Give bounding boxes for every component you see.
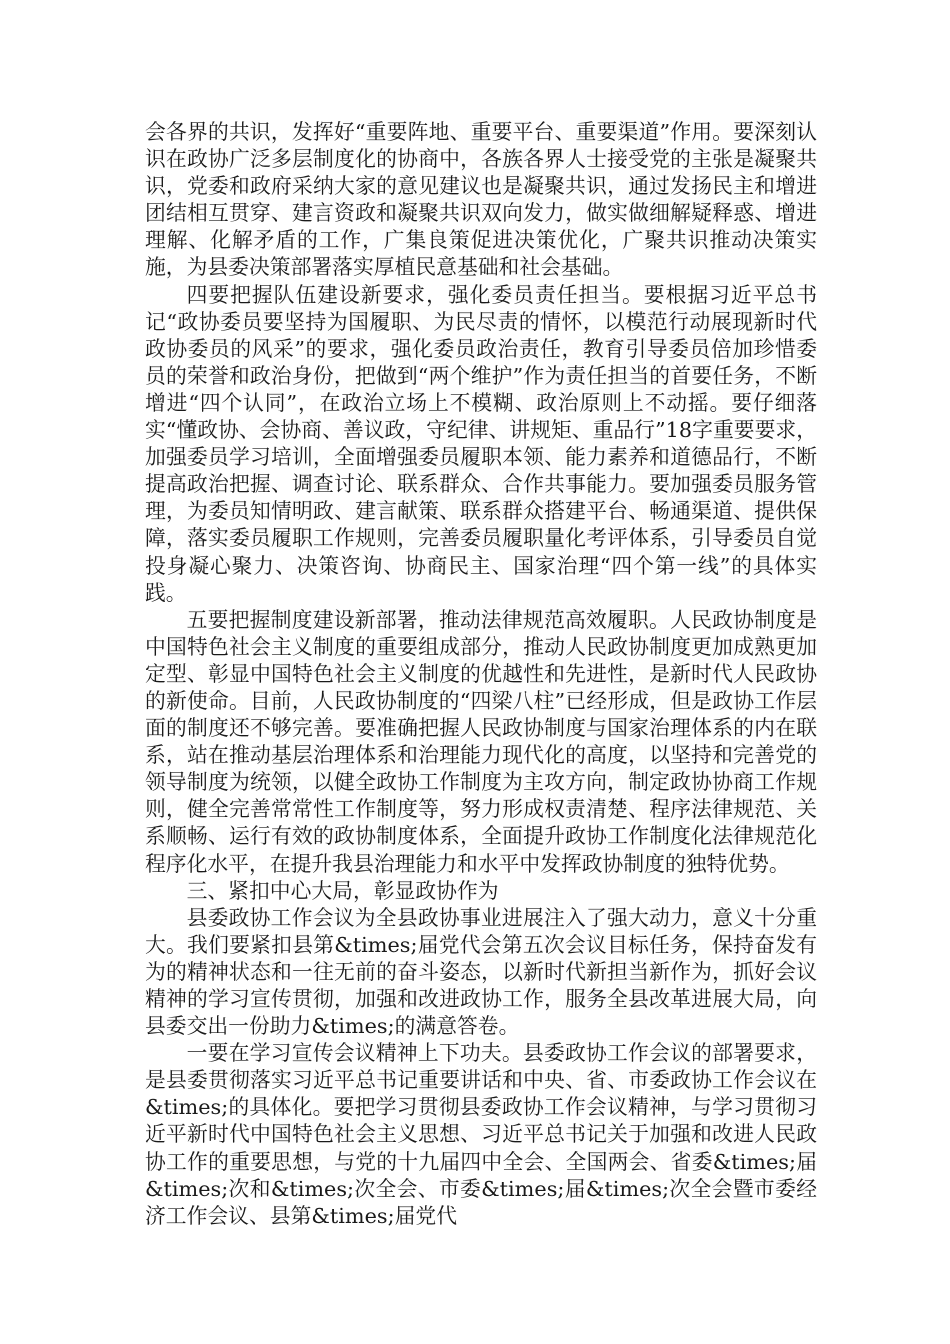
document-body [145,119,817,1230]
paragraph-4: 县委政协工作会议为全县政协事业进展注入了强大动力，意义十分重大。我们要紧扣县第&times;届党代会第五次会议目标任务，保持奋发有为的精神状态和一往无前的奋斗姿态，以新时代新担当新作为，抓好会议精神的学习宣传贯彻，加强和改进政协工作，服务全县改革进展大局，向县委交出一份助力&times;的满意答卷。 [145,905,817,1039]
paragraph-5: 一要在学习宣传会议精神上下功夫。县委政协工作会议的部署要求，是县委贯彻落实习近平总书记重要讲话和中央、省、市委政协工作会议在&times;的具体化。要把学习贯彻县委政协工作会议精神，与学习贯彻习近平新时代中国特色社会主义思想、习近平总书记关于加强和改进人民政协工作的重要思想，与党的十九届四中全会、全国两会、省委&times;届&times;次和&times;次全会、市委&times;届&times;次全会暨市委经济工作会议、县第&times;届党代 [145,1041,817,1228]
section-heading: 三、紧扣中心大局，彰显政协作为 [186,878,499,903]
paragraph-1: 会各界的共识，发挥好“重要阵地、重要平台、重要渠道”作用。要深刻认识在政协广泛多层制度化的协商中，各族各界人士接受党的主张是凝聚共识，党委和政府采纳大家的意见建议也是凝聚共识，通过发扬民主和增进团结相互贯穿、建言资政和凝聚共识双向发力，做实做细解疑释惑、增进理解、化解矛盾的工作，广集良策促进决策优化，广聚共识推动决策实施，为县委决策部署落实厚植民意基础和社会基础。 [145,120,817,280]
paragraph-2: 四要把握队伍建设新要求，强化委员责任担当。要根据习近平总书记“政协委员要坚持为国履职、为民尽责的情怀，以模范行动展现新时代政协委员的风采”的要求，强化委员政治责任，教育引导委员倍加珍惜委员的荣誉和政治身份，把做到“两个维护”作为责任担当的首要任务，不断增进“四个认同”，在政治立场上不模糊、政治原则上不动摇。要仔细落实“懂政协、会协商、善议政，守纪律、讲规矩、重品行”18字重要要求，加强委员学习培训，全面增强委员履职本领、能力素养和道德品行，不断提高政治把握、调查讨论、联系群众、合作共事能力。要加强委员服务管理，为委员知情明政、建言献策、联系群众搭建平台、畅通渠道、提供保障，落实委员履职工作规则，完善委员履职量化考评体系，引导委员自觉投身凝心聚力、决策咨询、协商民主、国家治理“四个第一线”的具体实践。 [145,282,817,605]
paragraph-3: 五要把握制度建设新部署，推动法律规范高效履职。人民政协制度是中国特色社会主义制度的重要组成部分，推动人民政协制度更加成熟更加定型、彰显中国特色社会主义制度的优越性和先进性，是新时代人民政协的新使命。目前，人民政协制度的“四梁八柱”已经形成，但是政协工作层面的制度还不够完善。要准确把握人民政协制度与国家治理体系的内在联系，站在推动基层治理体系和治理能力现代化的高度，以坚持和完善党的领导制度为统领，以健全政协工作制度为主攻方向，制定政协协商工作规则，健全完善常常性工作制度等，努力形成权责清楚、程序法律规范、关系顺畅、运行有效的政协制度体系，全面提升政协工作制度化法律规范化程序化水平，在提升我县治理能力和水平中发挥政协制度的独特优势。 [145,607,817,876]
